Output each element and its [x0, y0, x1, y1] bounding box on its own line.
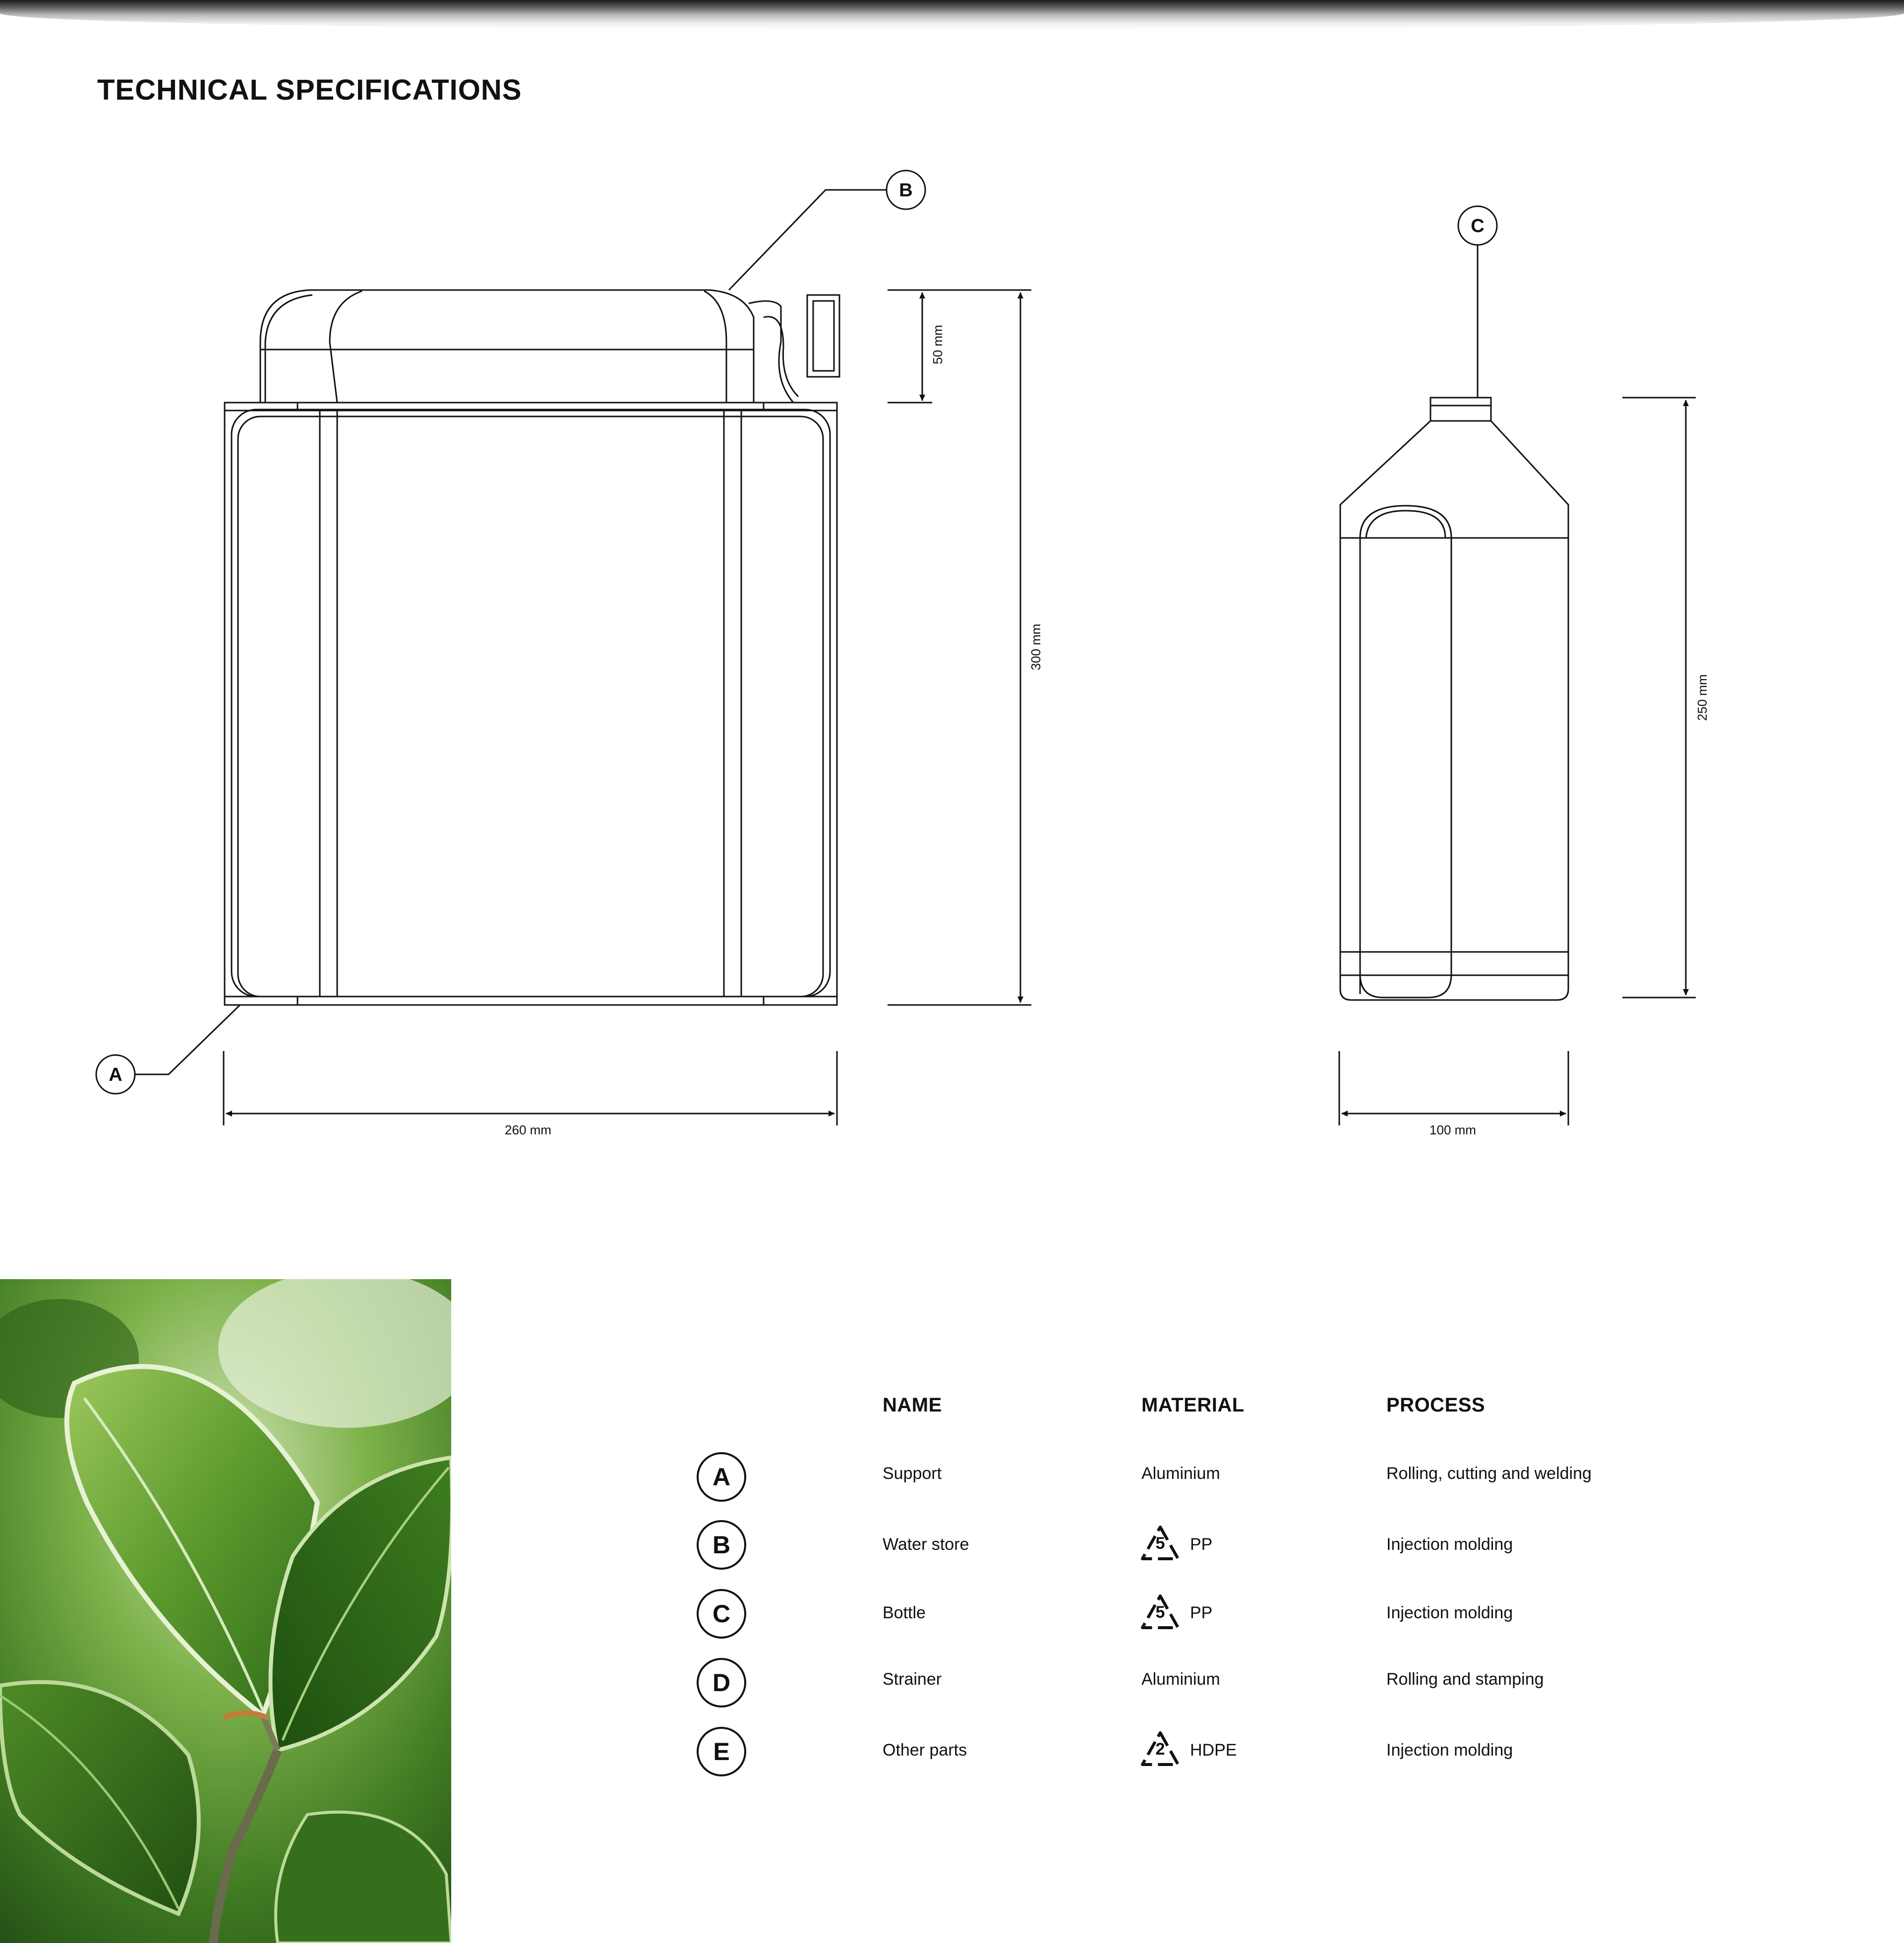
row-b-name: Water store: [883, 1535, 969, 1554]
row-b-material: PP: [1190, 1535, 1213, 1554]
row-badge-e: E: [697, 1727, 746, 1776]
row-d-material: Aluminium: [1141, 1670, 1220, 1689]
dim-label-bottle-height: 250 mm: [1695, 674, 1710, 721]
callout-c: [1458, 206, 1497, 398]
row-a-material: Aluminium: [1141, 1464, 1220, 1483]
svg-text:B: B: [899, 180, 913, 201]
page-title: TECHNICAL SPECIFICATIONS: [97, 74, 522, 106]
row-c-material: PP: [1190, 1603, 1213, 1622]
row-e-material: HDPE: [1190, 1741, 1237, 1760]
row-a-process: Rolling, cutting and welding: [1386, 1464, 1592, 1483]
callout-b: [729, 171, 925, 290]
leaf-photo: [0, 1279, 451, 1943]
svg-text:A: A: [109, 1064, 122, 1085]
row-b-process: Injection molding: [1386, 1535, 1513, 1554]
row-badge-c: C: [697, 1589, 746, 1639]
dim-label-container-width: 260 mm: [505, 1122, 551, 1137]
header-name: NAME: [883, 1394, 942, 1416]
dim-label-cap-height: 50 mm: [930, 325, 945, 364]
bottle-outline: [1340, 398, 1568, 1000]
svg-text:C: C: [1471, 216, 1485, 236]
callout-a: [96, 1005, 239, 1094]
recycle-5-icon: 5: [1139, 1593, 1181, 1632]
header-process: PROCESS: [1386, 1394, 1486, 1416]
recycle-5-icon: 5: [1139, 1524, 1181, 1563]
row-badge-b: B: [697, 1520, 746, 1570]
row-d-name: Strainer: [883, 1670, 942, 1689]
row-badge-d: D: [697, 1658, 746, 1707]
row-e-name: Other parts: [883, 1741, 967, 1760]
container-outline: [225, 290, 839, 1005]
row-c-name: Bottle: [883, 1603, 926, 1622]
row-d-process: Rolling and stamping: [1386, 1670, 1544, 1689]
row-badge-a: A: [697, 1452, 746, 1502]
row-e-process: Injection molding: [1386, 1741, 1513, 1760]
header-material: MATERIAL: [1141, 1394, 1245, 1416]
row-c-process: Injection molding: [1386, 1603, 1513, 1622]
dim-label-bottle-width: 100 mm: [1429, 1122, 1476, 1137]
dim-label-container-height: 300 mm: [1028, 624, 1043, 670]
row-a-name: Support: [883, 1464, 942, 1483]
recycle-2-icon: 2: [1139, 1730, 1181, 1768]
container-dimension-lines: [224, 290, 1031, 1125]
